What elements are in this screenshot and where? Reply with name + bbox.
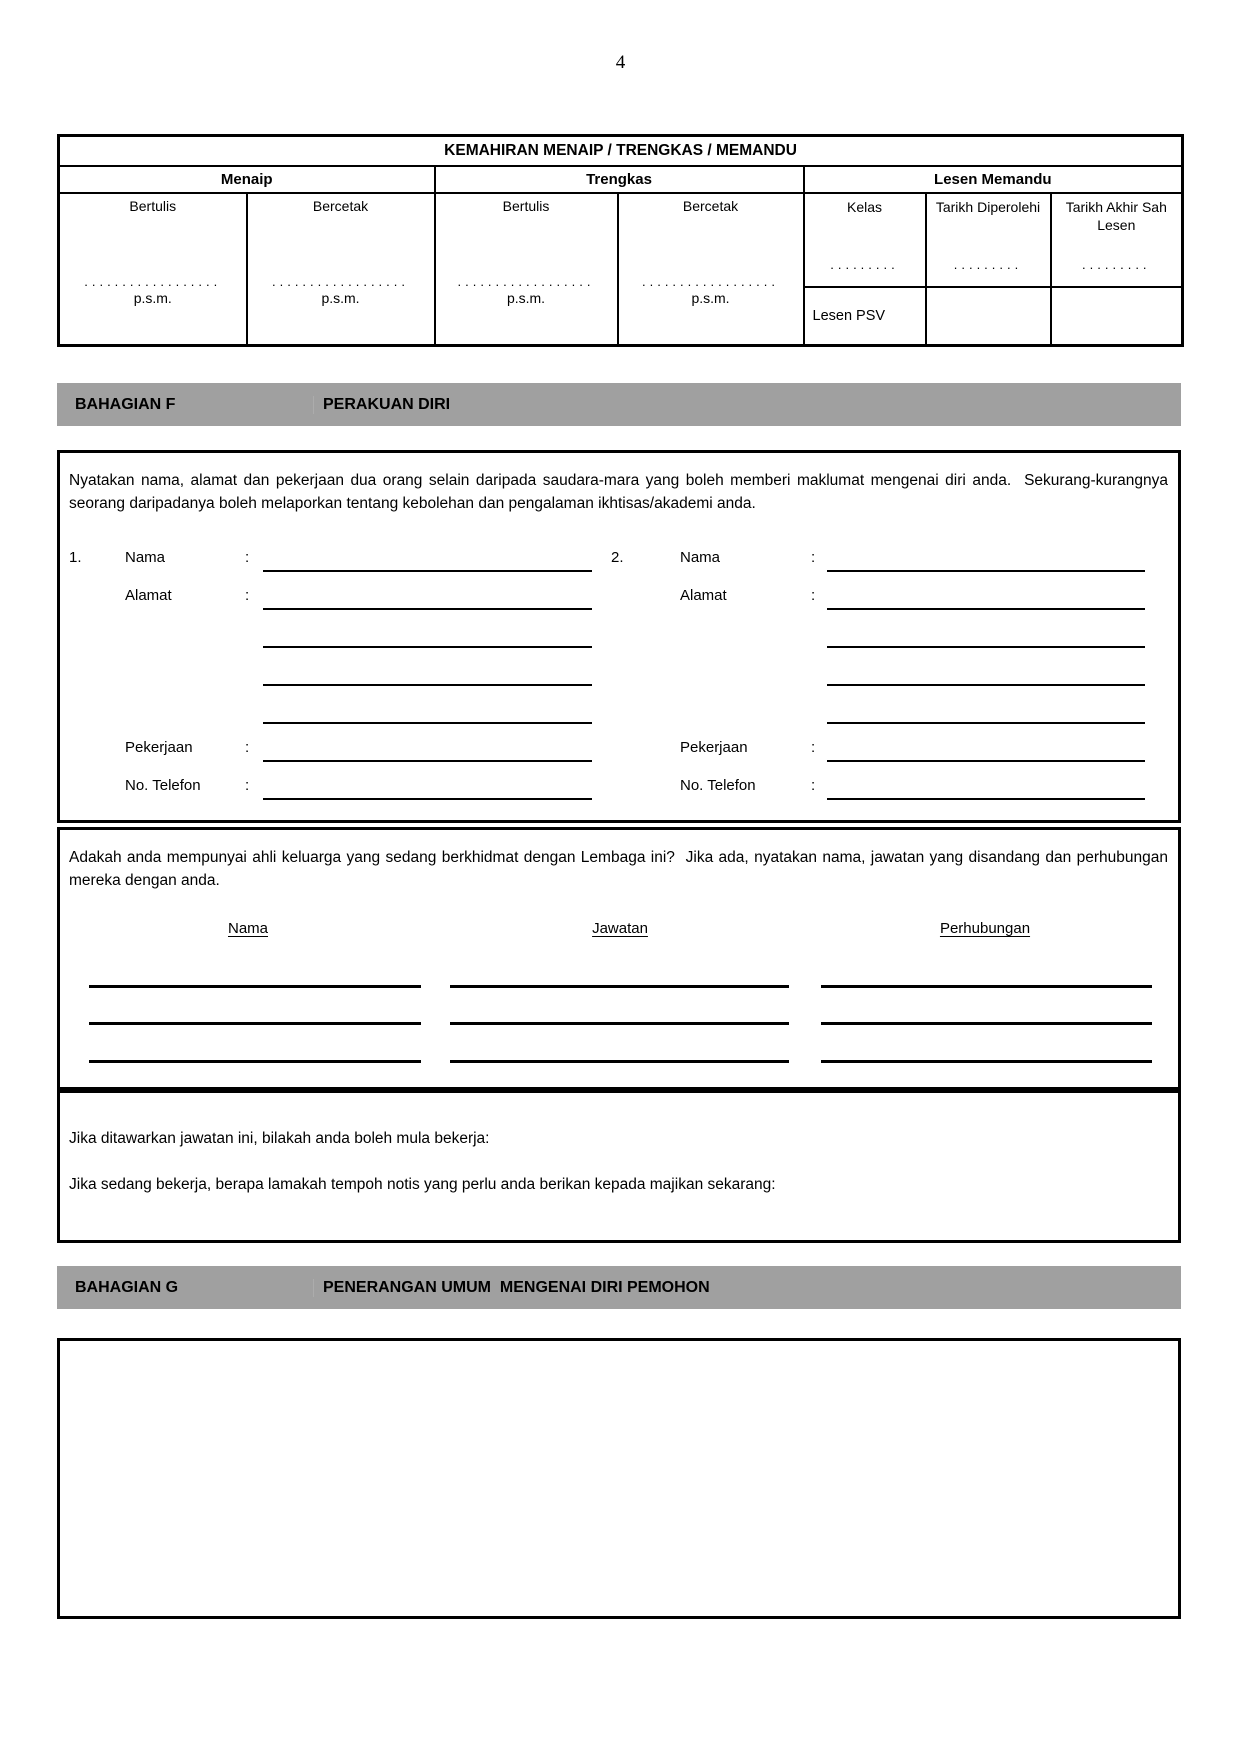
telefon-input-line[interactable] [827,769,1145,800]
psv-tarikh-cell[interactable] [926,287,1051,345]
referees-instruction: Nyatakan nama, alamat dan pekerjaan dua orang selain daripada saudara-mara yang boleh memberi maklumat mengenai diri anda. Sekurang-kurangnya seorang daripadanya boleh melaporkan tentang kebolehan dan pengalaman ikhtisas/akademi anda. [69,472,1173,512]
section-f-label: BAHAGIAN F [75,395,176,413]
section-g-label: BAHAGIAN G [75,1278,179,1296]
dotted-field[interactable]: ......... [830,258,899,271]
colon: : [811,587,816,604]
telefon-label: No. Telefon [125,777,201,794]
dotted-field[interactable]: .................. [271,275,409,288]
menaip-bertulis-cell[interactable] [59,193,247,346]
referee-entry-2 [611,541,1145,807]
alamat-label: Alamat [680,587,727,604]
dotted-field[interactable]: .................. [641,275,779,288]
alamat-row [611,579,1145,617]
colon: : [811,549,816,566]
column-header-bercetak: Bercetak [682,197,739,214]
nama-row [69,541,592,579]
column-header-bercetak: Bercetak [312,197,369,214]
trengkas-bercetak-cell[interactable] [618,193,804,346]
alamat-label: Alamat [125,587,172,604]
alamat-extra-row [69,655,592,693]
nama-label: Nama [680,549,721,566]
general-info-writing-box[interactable] [57,1338,1181,1619]
family-col-header-perhubungan: Perhubungan [939,920,1031,937]
family-question: Adakah anda mempunyai ahli keluarga yang sedang berkhidmat dengan Lembaga ini? Jika ada, nyatakan nama, jawatan yang disandang dan perhubungan mereka dengan anda. [69,849,1173,889]
skills-table-title: KEMAHIRAN MENAIP / TRENGKAS / MEMANDU [59,136,1183,166]
nama-input-line[interactable] [827,541,1145,572]
referees-box [57,450,1181,823]
alamat-extra-row [611,655,1145,693]
colon: : [245,739,250,756]
psm-unit-label: p.s.m. [133,289,172,306]
pekerjaan-row [69,731,592,769]
menaip-bercetak-cell[interactable] [247,193,435,346]
alamat-row [69,579,592,617]
trengkas-bertulis-cell[interactable] [435,193,618,346]
alamat-extra-row [69,693,592,731]
alamat-input-line[interactable] [827,617,1145,648]
family-nama-input-line[interactable] [89,1022,421,1025]
pekerjaan-label: Pekerjaan [680,739,748,756]
section-f-header [57,383,1181,426]
alamat-input-line[interactable] [263,579,592,610]
pekerjaan-input-line[interactable] [263,731,592,762]
pekerjaan-input-line[interactable] [827,731,1145,762]
column-header-bertulis: Bertulis [502,197,550,214]
alamat-extra-row [611,693,1145,731]
family-jawatan-input-line[interactable] [450,1060,789,1063]
family-jawatan-input-line[interactable] [450,985,789,988]
alamat-input-line[interactable] [263,617,592,648]
telefon-row [69,769,592,807]
family-nama-input-line[interactable] [89,1060,421,1063]
availability-box [57,1090,1181,1243]
family-nama-input-line[interactable] [89,985,421,988]
nama-input-line[interactable] [263,541,592,572]
column-header-kelas: Kelas [846,198,883,215]
psm-unit-label: p.s.m. [321,289,360,306]
section-g-header [57,1266,1181,1309]
nama-label: Nama [125,549,166,566]
pekerjaan-label: Pekerjaan [125,739,193,756]
family-box [57,827,1181,1090]
notice-period-question: Jika sedang bekerja, berapa lamakah tempoh notis yang perlu anda berikan kepada majikan sekarang: [69,1176,776,1193]
family-perhubungan-input-line[interactable] [821,985,1152,988]
pekerjaan-row [611,731,1145,769]
alamat-input-line[interactable] [827,693,1145,724]
group-header-lesen-memandu: Lesen Memandu [804,166,1183,193]
colon: : [245,587,250,604]
alamat-input-line[interactable] [263,655,592,686]
column-header-tarikh-akhir: Tarikh Akhir Sah Lesen [1065,198,1167,233]
colon: : [245,777,250,794]
alamat-input-line[interactable] [827,579,1145,610]
dotted-field[interactable]: .................. [457,275,595,288]
family-perhubungan-input-line[interactable] [821,1060,1152,1063]
colon: : [811,739,816,756]
tarikh-diperolehi-cell[interactable] [926,193,1051,288]
dotted-field[interactable]: .................. [84,275,222,288]
entry-number: 1. [69,549,82,566]
skills-table [57,134,1184,347]
page-number: 4 [615,52,626,73]
dotted-field[interactable]: ......... [1082,258,1151,271]
dotted-field[interactable]: ......... [953,258,1023,271]
alamat-input-line[interactable] [827,655,1145,686]
psv-tarikh-akhir-cell[interactable] [1051,287,1183,345]
telefon-input-line[interactable] [263,769,592,800]
column-header-bertulis: Bertulis [129,197,177,214]
telefon-label: No. Telefon [680,777,756,794]
section-g-title: PENERANGAN UMUM MENGENAI DIRI PEMOHON [313,1279,1181,1297]
colon: : [811,777,816,794]
telefon-row [611,769,1145,807]
alamat-input-line[interactable] [263,693,592,724]
lesen-psv-label: Lesen PSV [804,287,926,345]
family-col-header-nama: Nama [227,920,269,937]
column-header-tarikh-diperolehi: Tarikh Diperolehi [935,198,1041,215]
group-header-trengkas: Trengkas [435,166,804,193]
group-header-menaip: Menaip [59,166,435,193]
psm-unit-label: p.s.m. [506,289,546,306]
family-jawatan-input-line[interactable] [450,1022,789,1025]
psm-unit-label: p.s.m. [691,289,730,306]
start-date-question: Jika ditawarkan jawatan ini, bilakah anda boleh mula bekerja: [69,1130,490,1147]
colon: : [245,549,250,566]
section-f-title: PERAKUAN DIRI [313,396,1181,414]
nama-row [611,541,1145,579]
entry-number: 2. [611,549,624,566]
family-col-header-jawatan: Jawatan [592,920,648,937]
referee-entry-1 [69,541,592,807]
family-perhubungan-input-line[interactable] [821,1022,1152,1025]
alamat-extra-row [611,617,1145,655]
tarikh-akhir-sah-lesen-cell[interactable] [1051,193,1183,288]
alamat-extra-row [69,617,592,655]
kelas-cell[interactable] [804,193,926,288]
